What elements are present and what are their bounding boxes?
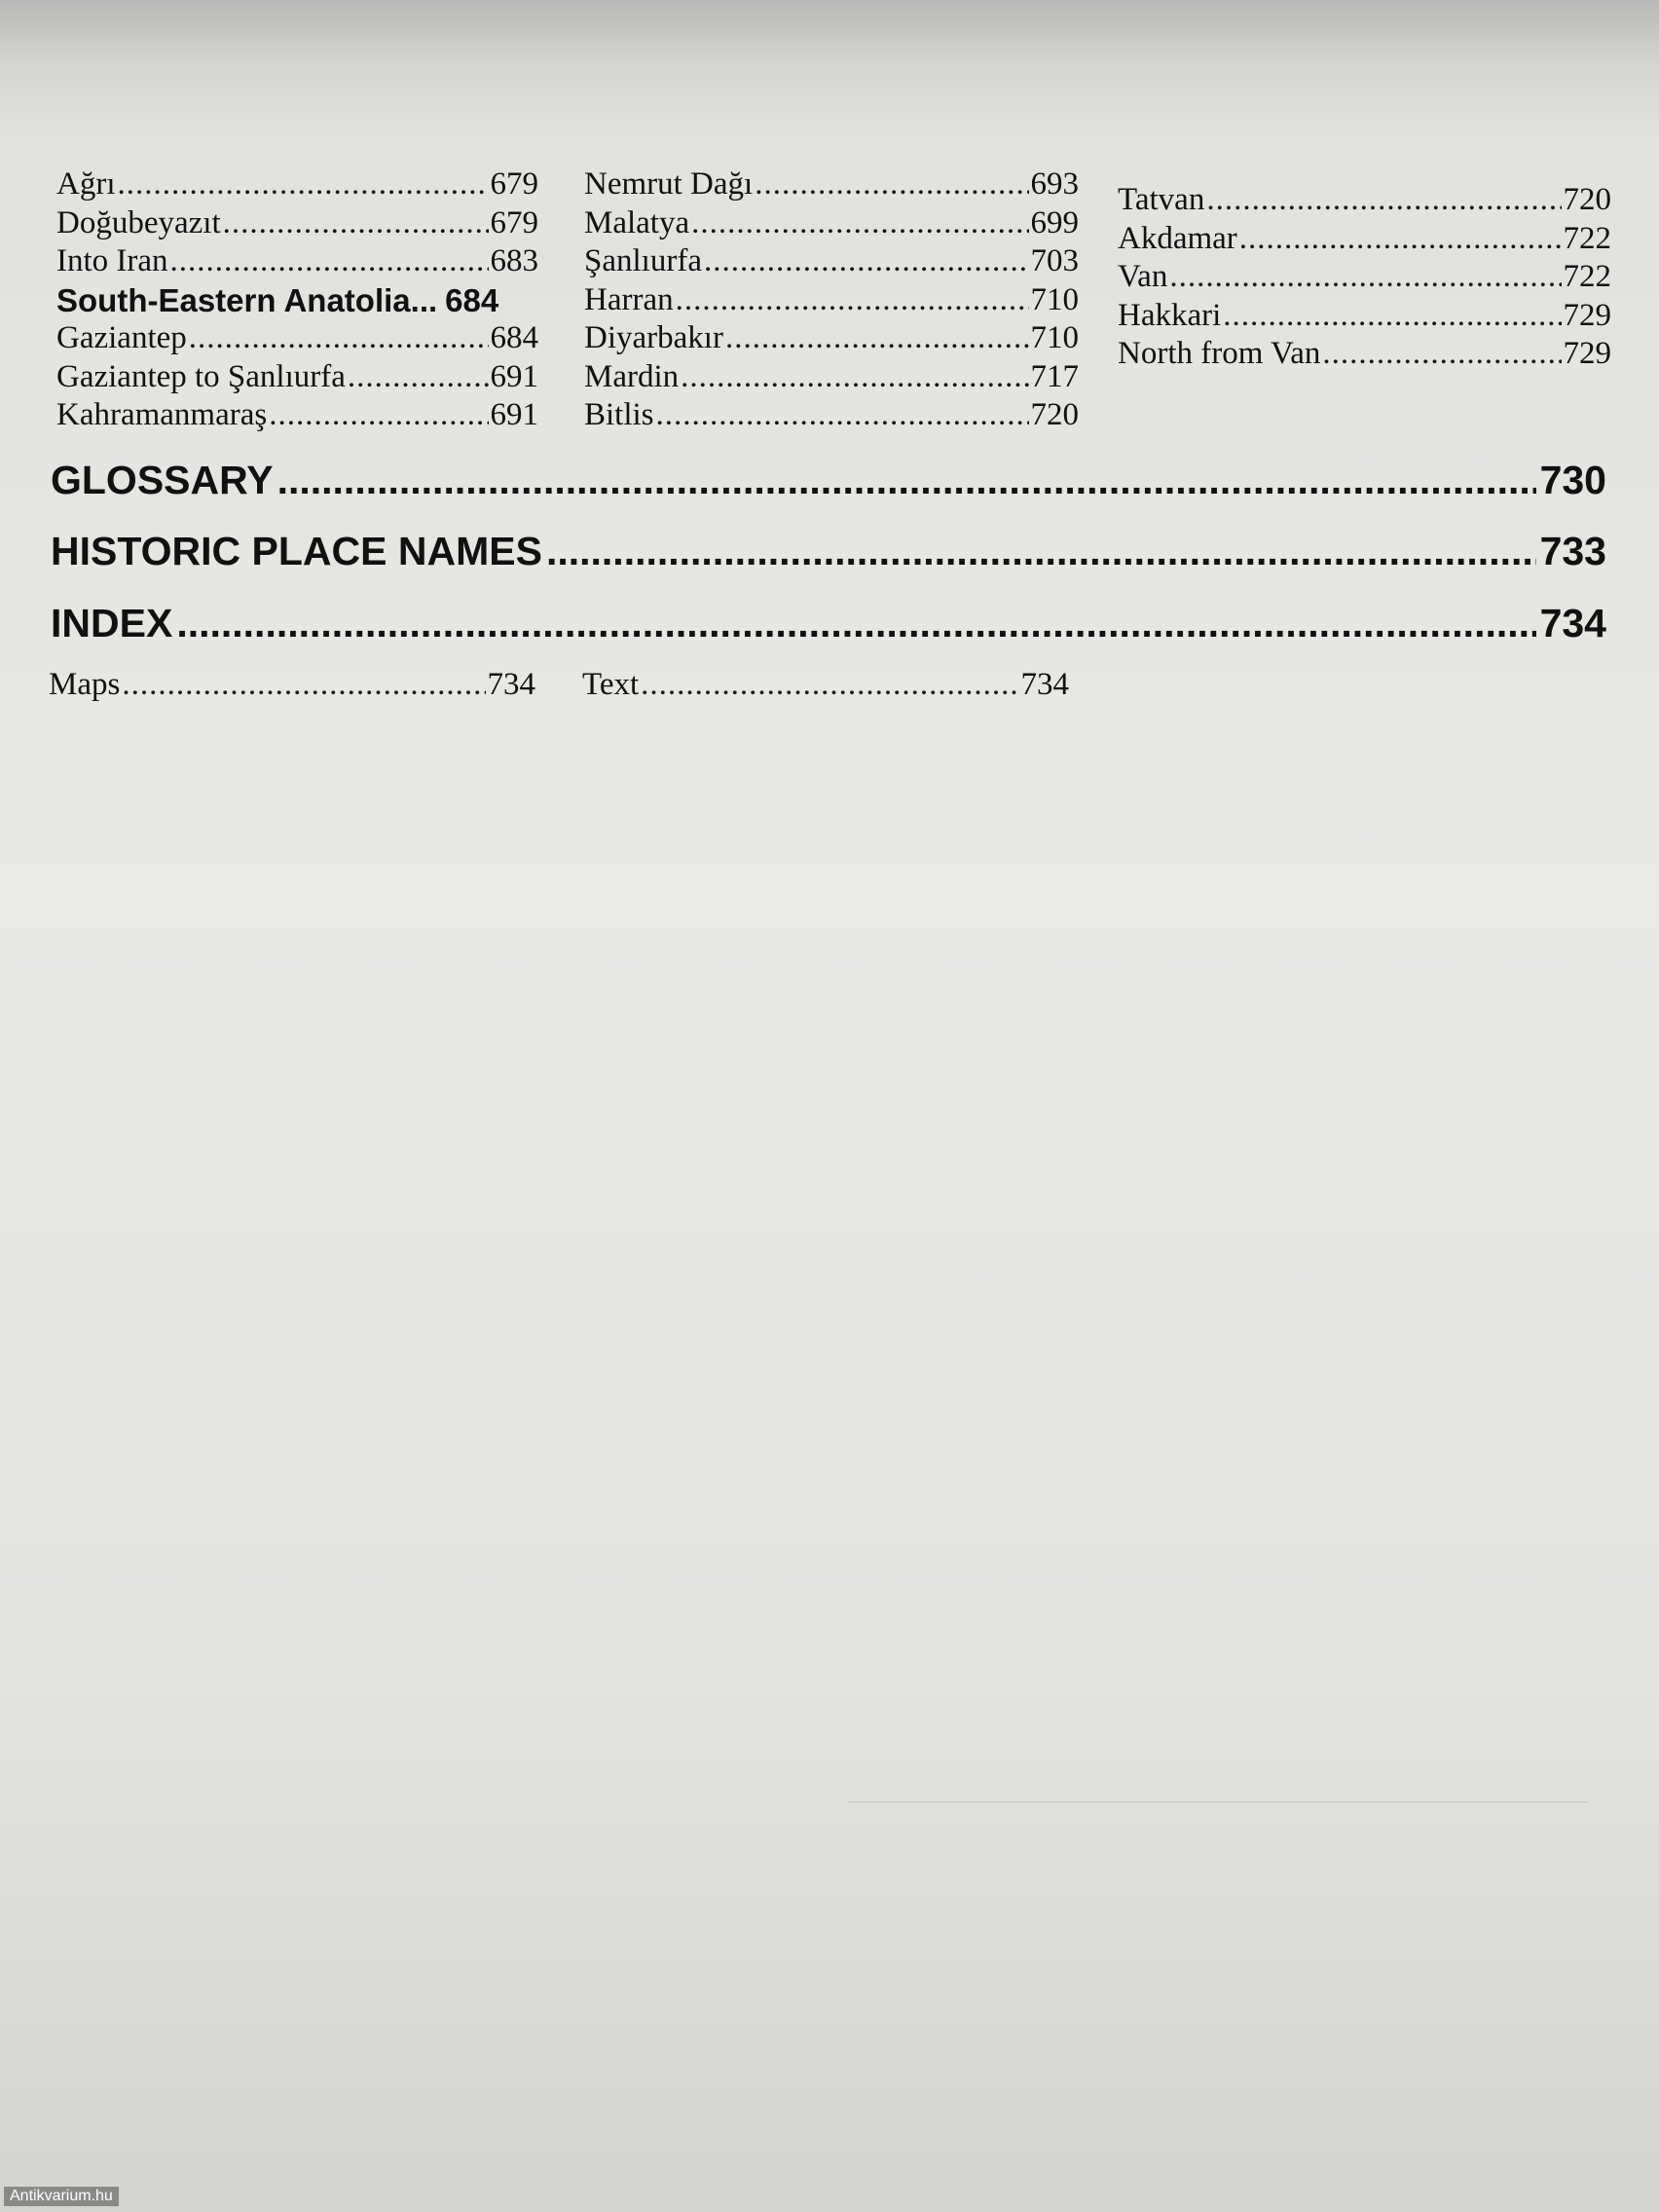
entry-page: 679	[490, 204, 538, 240]
entry-name: Kahramanmaraş	[56, 397, 268, 432]
entry-name: Nemrut Dağı	[584, 166, 754, 202]
entry-page: 734	[1539, 601, 1606, 645]
dot-leader	[656, 396, 1029, 435]
entry-page: 730	[1539, 458, 1606, 502]
entry-name: Text	[582, 667, 640, 702]
dot-leader	[1223, 297, 1561, 336]
toc-section-heading	[56, 281, 538, 320]
entry-page: 684	[445, 281, 499, 318]
dot-leader	[189, 319, 489, 358]
entry-name: Doğubeyazıt	[56, 204, 221, 240]
toc-entry	[1118, 335, 1611, 374]
dot-leader	[1239, 220, 1562, 259]
entry-name: GLOSSARY	[51, 458, 274, 502]
entry-page: 722	[1563, 220, 1611, 256]
dot-leader	[176, 601, 1535, 646]
entry-name: North from Van	[1118, 336, 1321, 371]
entry-page: 720	[1563, 182, 1611, 217]
toc-entry	[584, 319, 1079, 358]
entry-name: HISTORIC PLACE NAMES	[51, 529, 542, 573]
toc-entry	[56, 319, 538, 358]
entry-name: Into Iran	[56, 243, 168, 278]
toc-entry	[56, 396, 538, 435]
entry-page: 720	[1030, 397, 1079, 432]
toc-index-maps	[49, 667, 535, 703]
entry-name: Bitlis	[584, 397, 654, 432]
dot-leader	[1322, 335, 1561, 374]
watermark: Antikvarium.hu	[4, 2187, 119, 2206]
entry-page: 679	[490, 166, 538, 202]
entry-name: South-Eastern Anatolia...	[56, 281, 438, 318]
dot-leader	[704, 242, 1029, 281]
dot-leader	[277, 458, 1536, 503]
entry-name: Van	[1118, 259, 1168, 294]
toc-index-text	[582, 667, 1069, 703]
page-top-edge	[0, 0, 1659, 68]
toc-column-3	[1118, 181, 1611, 374]
dot-leader	[1169, 258, 1561, 297]
toc-entry	[1118, 258, 1611, 297]
toc-entry	[56, 166, 538, 204]
toc-entry	[584, 166, 1079, 204]
toc-entry	[56, 358, 538, 397]
dot-leader	[170, 242, 489, 281]
entry-name: Gaziantep to Şanlıurfa	[56, 358, 346, 394]
dot-leader	[681, 358, 1028, 397]
toc-column-2	[584, 166, 1079, 435]
toc-column-1	[56, 166, 538, 435]
toc-entry	[584, 358, 1079, 397]
toc-main-entry-index	[51, 601, 1606, 646]
entry-page: 734	[1020, 667, 1069, 702]
entry-page: 684	[490, 320, 538, 355]
dot-leader	[122, 667, 485, 703]
toc-entry	[56, 242, 538, 281]
entry-page: 710	[1030, 281, 1079, 317]
entry-page: 734	[487, 667, 535, 702]
entry-name: Hakkari	[1118, 297, 1222, 333]
entry-page: 710	[1030, 320, 1079, 355]
entry-page: 691	[490, 397, 538, 432]
dot-leader	[676, 281, 1029, 320]
toc-main-entry-glossary	[51, 458, 1606, 503]
dot-leader	[1206, 181, 1561, 220]
toc-entry	[584, 204, 1079, 243]
dot-leader	[348, 358, 489, 397]
entry-page: 683	[490, 243, 538, 278]
entry-page: 693	[1030, 166, 1079, 202]
entry-name: Akdamar	[1118, 220, 1237, 256]
entry-name: Malatya	[584, 204, 690, 240]
dot-leader	[691, 204, 1028, 243]
entry-name: Ağrı	[56, 166, 116, 202]
entry-name: INDEX	[51, 601, 173, 645]
entry-page: 729	[1563, 297, 1611, 333]
toc-entry	[584, 242, 1079, 281]
toc-entry	[1118, 181, 1611, 220]
dot-leader	[755, 166, 1028, 204]
toc-main-entry-historic-place-names	[51, 529, 1606, 574]
entry-page: 691	[490, 358, 538, 394]
toc-entry	[584, 281, 1079, 320]
entry-name: Mardin	[584, 358, 680, 394]
toc-entry	[1118, 220, 1611, 259]
toc-entry	[56, 204, 538, 243]
toc-entry	[1118, 297, 1611, 336]
dot-leader	[725, 319, 1029, 358]
dot-leader	[223, 204, 489, 243]
entry-page: 733	[1539, 529, 1606, 573]
entry-name: Tatvan	[1118, 182, 1205, 217]
dot-leader	[641, 667, 1018, 703]
entry-page: 699	[1030, 204, 1079, 240]
entry-page: 729	[1563, 336, 1611, 371]
show-through-legend-area	[847, 1801, 1587, 2173]
entry-name: Diyarbakır	[584, 320, 723, 355]
entry-page: 703	[1030, 243, 1079, 278]
entry-page: 722	[1563, 259, 1611, 294]
entry-page: 717	[1030, 358, 1079, 394]
entry-name: Maps	[49, 667, 121, 702]
dot-leader	[118, 166, 489, 204]
dot-leader	[546, 529, 1536, 574]
dot-leader	[269, 396, 488, 435]
entry-name: Gaziantep	[56, 320, 187, 355]
toc-entry	[584, 396, 1079, 435]
entry-name: Şanlıurfa	[584, 243, 702, 278]
entry-name: Harran	[584, 281, 674, 317]
